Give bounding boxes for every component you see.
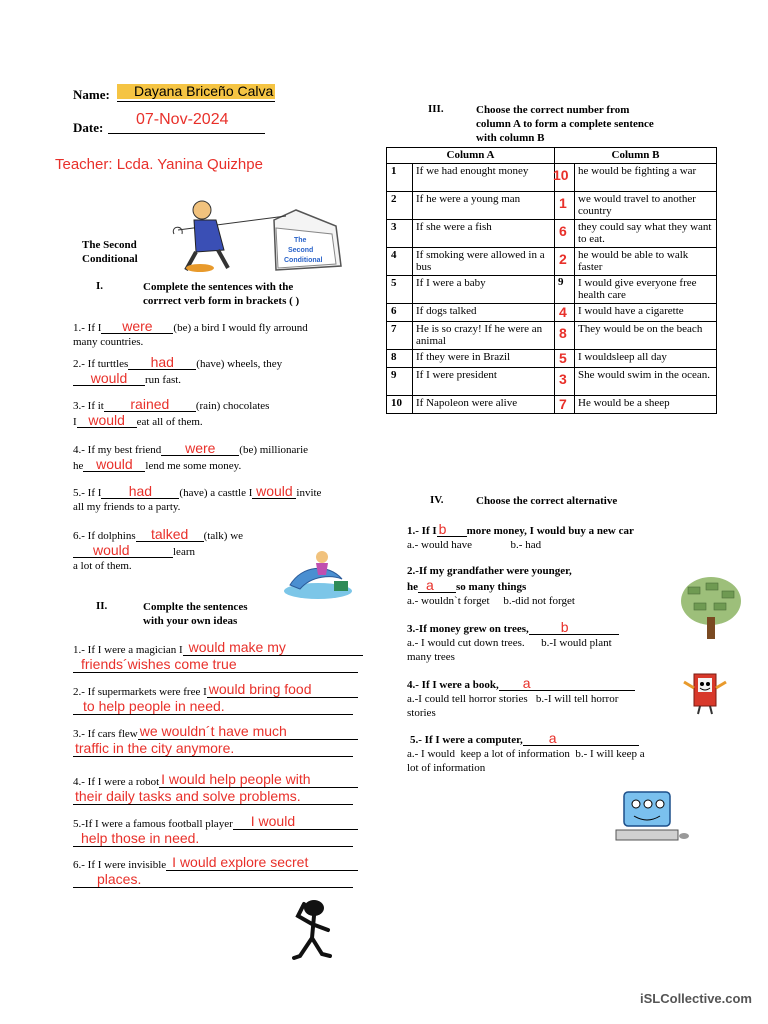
thinking-figure-illustration (286, 896, 342, 964)
s4-item-3: 3.-If money grew on trees, b a.- I would cut down trees. b.-I would plant many trees (407, 620, 697, 664)
section3-title-l1: Choose the correct number from (476, 104, 630, 116)
match-answer: 8 (559, 325, 567, 341)
s1-item-6: 6.- If dolphins talked (talk) we would learn a lot of them. (73, 526, 244, 572)
s2-item-6: 6.- If I were invisible I would explore secret places. (73, 853, 358, 888)
row-number: 3 (387, 220, 413, 248)
col-b-cell: I wouldsleep all day (575, 350, 717, 368)
match-cell[interactable] (555, 396, 575, 414)
site-footer: iSLCollective.com (640, 991, 752, 1006)
match-printed-number: 9 (558, 276, 564, 288)
name-label: Name: (73, 87, 110, 102)
match-cell[interactable] (555, 276, 575, 304)
match-cell[interactable] (555, 192, 575, 220)
table-header-row (387, 148, 717, 164)
s1-item-4: 4.- If my best friend were (be) millionarie he would lend me some money. (73, 440, 309, 472)
s4-answer-5[interactable]: a (523, 731, 639, 746)
s4-answer-2[interactable]: a (418, 578, 456, 593)
match-answer: 1 (559, 195, 567, 211)
match-cell[interactable] (555, 350, 575, 368)
s1-answer-1[interactable]: were (101, 319, 173, 334)
match-answer: 7 (559, 396, 567, 412)
section4-number: IV. (430, 494, 444, 506)
col-a-cell: If I were a baby (413, 276, 555, 304)
row-number: 2 (387, 192, 413, 220)
row-number: 4 (387, 248, 413, 276)
section3-title-l3: with column B (476, 132, 545, 144)
section3-title (476, 103, 654, 145)
s2-item-4: 4.- If I were a robot I would help people with their daily tasks and solve problems. (73, 770, 358, 805)
title-line1: The Second (82, 239, 137, 251)
col-a-cell: If he were a young man (413, 192, 555, 220)
col-b-header: Column B (555, 148, 717, 164)
s2-answer-1b[interactable]: friends´wishes come true (73, 656, 358, 673)
s2-answer-4a[interactable]: I would help people with (159, 771, 358, 788)
section1-number: I. (96, 280, 104, 292)
s1-answer-2[interactable]: had (128, 355, 196, 370)
match-cell[interactable] (555, 368, 575, 396)
s1-item-3: 3.- If it rained (rain) chocolates I would eat all of them. (73, 396, 270, 428)
s1-answer-4[interactable]: were (161, 441, 239, 456)
match-cell[interactable] (555, 164, 575, 192)
s2-item-1: 1.- If I were a magician I would make my friends´wishes come true (73, 638, 363, 673)
s2-answer-2a[interactable]: would bring food (207, 681, 358, 698)
book-illustration (680, 668, 728, 716)
stone-text: The Second Conditional (284, 237, 323, 264)
section3-number: III. (428, 103, 444, 115)
s4-answer-4[interactable]: a (499, 676, 635, 691)
title-line2: Conditional (82, 253, 138, 265)
s1-answer-5b[interactable]: would (252, 484, 296, 499)
section4-title: Choose the correct alternative (476, 495, 618, 507)
section2-number: II. (96, 600, 108, 612)
s4-item-5: 5.- If I were a computer, a a.- I would keep a lot of information b.- I will keep a lot of information (407, 730, 645, 774)
col-b-cell: they could say what they want to eat. (575, 220, 717, 248)
col-a-cell: If they were in Brazil (413, 350, 555, 368)
match-answer: 4 (559, 304, 567, 320)
s1-answer-5[interactable]: had (101, 484, 179, 499)
s1-item-5: 5.- If I had (have) a casttle I would invite all my friends to a party. (73, 483, 322, 513)
s2-item-5: 5.-If I were a famous football player I would help those in need. (73, 812, 358, 847)
s2-answer-6b[interactable]: places. (73, 871, 353, 888)
s2-answer-4b[interactable]: their daily tasks and solve problems. (73, 788, 353, 805)
match-cell[interactable] (555, 248, 575, 276)
col-a-cell: If I were president (413, 368, 555, 396)
col-a-cell: If Napoleon were alive (413, 396, 555, 414)
table-row (387, 164, 717, 192)
col-a-cell: If she were a fish (413, 220, 555, 248)
s1-answer-3[interactable]: rained (104, 397, 196, 412)
col-a-cell: If dogs talked (413, 304, 555, 322)
col-b-cell: He would be a sheep (575, 396, 717, 414)
s2-answer-3b[interactable]: traffic in the city anymore. (73, 740, 353, 757)
s2-answer-2b[interactable]: to help people in need. (73, 698, 353, 715)
s1-answer-4b[interactable]: would (83, 457, 145, 472)
col-b-cell: he would be able to walk faster (575, 248, 717, 276)
match-answer: 10 (553, 167, 569, 183)
col-a-cell: He is so crazy! If he were an animal (413, 322, 555, 350)
col-b-cell: he would be fighting a war (575, 164, 717, 192)
worksheet-title (82, 238, 138, 266)
section3-title-l2: column A to form a complete sentence (476, 118, 654, 130)
row-number: 8 (387, 350, 413, 368)
table-row (387, 322, 717, 350)
col-b-cell: I would give everyone free health care (575, 276, 717, 304)
computer-illustration (606, 786, 692, 848)
table-row (387, 220, 717, 248)
teacher-name: Teacher: Lcda. Yanina Quizhpe (55, 156, 263, 173)
s4-item-1: 1.- If I b more money, I would buy a new car a.- would have b.- had (407, 521, 634, 551)
match-answer: 5 (559, 350, 567, 366)
s1-answer-6b[interactable]: would (73, 543, 173, 558)
table-row (387, 248, 717, 276)
name-line (117, 101, 275, 102)
match-answer: 3 (559, 371, 567, 387)
matching-table (386, 147, 717, 414)
col-b-cell: They would be on the beach (575, 322, 717, 350)
s1-answer-6[interactable]: talked (136, 527, 204, 542)
row-number: 10 (387, 396, 413, 414)
section2-title-l2: with your own ideas (143, 615, 238, 627)
section1-title-l2: corrrect verb form in brackets ( ) (143, 295, 300, 307)
row-number: 1 (387, 164, 413, 192)
s2-answer-3a[interactable]: we wouldn´t have much (138, 723, 358, 740)
s1-item-1: 1.- If I were (be) a bird I would fly arround many countries. (73, 318, 308, 348)
name-value[interactable]: Dayana Briceño Calva (134, 83, 274, 99)
row-number: 6 (387, 304, 413, 322)
match-cell[interactable] (555, 322, 575, 350)
money-tree-illustration (678, 575, 744, 641)
table-row (387, 396, 717, 414)
man-pulling-stone-illustration (166, 190, 350, 276)
match-cell[interactable] (555, 220, 575, 248)
s4-answer-1[interactable]: b (437, 522, 467, 537)
s2-item-2: 2.- If supermarkets were free I would bring food to help people in need. (73, 680, 358, 715)
table-row (387, 192, 717, 220)
date-label: Date: (73, 120, 104, 135)
s2-answer-5b[interactable]: help those in need. (73, 830, 353, 847)
match-answer: 2 (559, 251, 567, 267)
col-a-cell: If we had enought money (413, 164, 555, 192)
col-b-cell: we would travel to another country (575, 192, 717, 220)
row-number: 5 (387, 276, 413, 304)
s4-answer-3[interactable]: b (529, 620, 619, 635)
col-b-cell: She would swim in the ocean. (575, 368, 717, 396)
s2-answer-1a[interactable]: would make my (183, 639, 363, 656)
table-row (387, 276, 717, 304)
s2-answer-5a[interactable]: I would (233, 813, 358, 830)
table-row (387, 368, 717, 396)
match-cell[interactable] (555, 304, 575, 322)
s1-item-2: 2.- If turttles had (have) wheels, they would run fast. (73, 354, 283, 386)
s2-item-3: 3.- If cars flew we wouldn´t have much traffic in the city anymore. (73, 722, 358, 757)
date-value[interactable]: 07-Nov-2024 (136, 111, 229, 128)
date-line (108, 133, 265, 134)
dolphin-illustration (282, 545, 354, 601)
s4-item-4: 4.- If I were a book, a a.-I could tell horror stories b.-I will tell horror stories (407, 676, 697, 720)
row-number: 7 (387, 322, 413, 350)
table-row (387, 304, 717, 322)
s2-answer-6a[interactable]: I would explore secret (166, 854, 358, 871)
s1-answer-3b[interactable]: would (77, 413, 137, 428)
col-a-cell: If smoking were allowed in a bus (413, 248, 555, 276)
col-a-header: Column A (387, 148, 555, 164)
section1-title (143, 280, 299, 308)
row-number: 9 (387, 368, 413, 396)
section2-title-l1: Complte the sentences (143, 601, 248, 613)
s1-answer-2b[interactable]: would (73, 371, 145, 386)
col-b-cell: I would have a cigarette (575, 304, 717, 322)
table-row (387, 350, 717, 368)
s4-item-2: 2.-If my grandfather were younger, he a so many things a.- wouldn`t forget b.-did not forget (407, 565, 575, 607)
section1-title-l1: Complete the sentences with the (143, 281, 294, 293)
section2-title (143, 600, 247, 628)
match-answer: 6 (559, 223, 567, 239)
